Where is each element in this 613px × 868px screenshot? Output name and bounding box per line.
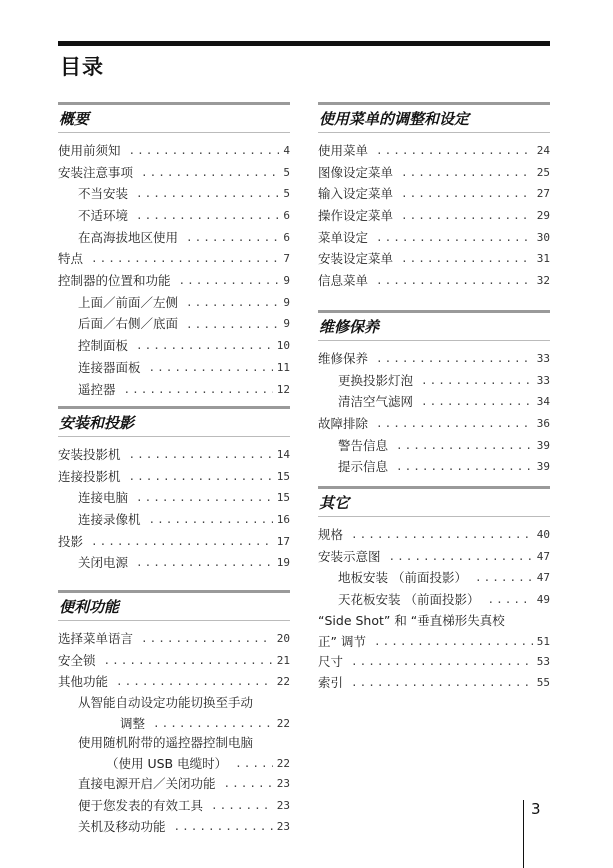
page-number: 3 [531, 800, 541, 818]
page-number-rule [523, 800, 524, 868]
section-underline [58, 620, 290, 621]
leader-dots [211, 795, 273, 817]
leader-dots [401, 183, 533, 205]
toc-entry[interactable]: 投影 ..... 17 [58, 531, 290, 553]
toc-entry[interactable]: 控制器的位置和功能 ..... 9 [58, 270, 290, 292]
section-title: 概要 [59, 110, 90, 128]
toc-subentry[interactable]: 清洁空气滤网 ..... 34 [318, 391, 550, 413]
toc-subentry-multiline[interactable]: 使用随机附带的遥控器控制电脑 （使用 USB 电缆时） ..... 22 [58, 733, 290, 773]
toc-subentry[interactable]: 上面／前面／左侧 ..... 9 [58, 292, 290, 314]
section-title: 安装和投影 [59, 414, 135, 432]
leader-dots [174, 816, 273, 838]
toc-subentry[interactable]: 更换投影灯泡 ..... 33 [318, 370, 550, 392]
toc-subentry[interactable]: 遥控器 ..... 12 [58, 379, 290, 401]
leader-dots [396, 435, 533, 457]
toc-entry[interactable]: 尺寸 ..... 53 [318, 651, 550, 673]
section-install [58, 406, 290, 574]
leader-dots [129, 444, 273, 466]
leader-dots [186, 314, 279, 336]
toc-entry[interactable]: 故障排除 ..... 36 [318, 413, 550, 435]
leader-dots [149, 509, 273, 531]
section-rule [318, 486, 550, 489]
leader-dots [179, 270, 280, 292]
leader-dots [153, 714, 273, 733]
toc-subentry[interactable]: 关机及移动功能 ..... 23 [58, 816, 290, 838]
leader-dots [421, 370, 533, 392]
leader-dots [396, 456, 533, 478]
toc-entry[interactable]: 索引 ..... 55 [318, 672, 550, 694]
leader-dots [141, 162, 279, 184]
toc-entry[interactable]: 安装示意图 ..... 47 [318, 546, 550, 568]
leader-dots [124, 379, 273, 401]
leader-dots [401, 248, 533, 270]
toc-entry[interactable]: 操作设定菜单 ..... 29 [318, 205, 550, 227]
toc-subentry[interactable]: 直接电源开启／关闭功能 ..... 23 [58, 773, 290, 795]
toc-subentry[interactable]: 连接录像机 ..... 16 [58, 509, 290, 531]
toc-subentry[interactable]: 连接器面板 ..... 11 [58, 357, 290, 379]
toc-subentry[interactable]: 地板安装 （前面投影） ..... 47 [318, 567, 550, 589]
leader-dots [376, 413, 533, 435]
toc-entry[interactable]: 选择菜单语言 ..... 20 [58, 628, 290, 650]
leader-dots [351, 524, 533, 546]
toc-subentry[interactable]: 在高海拔地区使用 ..... 6 [58, 227, 290, 249]
leader-dots [351, 651, 533, 673]
toc-subentry[interactable]: 控制面板 ..... 10 [58, 335, 290, 357]
leader-dots [421, 391, 533, 413]
leader-dots [136, 183, 279, 205]
toc-subentry[interactable]: 连接电脑 ..... 15 [58, 487, 290, 509]
toc-entry[interactable]: 特点 ..... 7 [58, 248, 290, 270]
toc-subentry[interactable]: 便于您发表的有效工具 ..... 23 [58, 795, 290, 817]
leader-dots [374, 632, 533, 651]
leader-dots [376, 227, 533, 249]
toc-subentry[interactable]: 警告信息 ..... 39 [318, 435, 550, 457]
toc-subentry[interactable]: 不适环境 ..... 6 [58, 205, 290, 227]
section-maintenance [318, 310, 550, 478]
section-underline [318, 132, 550, 133]
section-rule [58, 590, 290, 593]
section-title: 便利功能 [59, 598, 120, 616]
section-convenience [58, 590, 290, 838]
leader-dots [91, 248, 279, 270]
toc-subentry[interactable]: 提示信息 ..... 39 [318, 456, 550, 478]
section-other [318, 486, 550, 694]
leader-dots [401, 205, 533, 227]
leader-dots [475, 567, 533, 589]
toc-entry[interactable]: 安全锁 ..... 21 [58, 650, 290, 672]
toc-subentry[interactable]: 不当安装 ..... 5 [58, 183, 290, 205]
toc-subentry-multiline[interactable]: 从智能自动设定功能切换至手动 调整 ..... 22 [58, 693, 290, 733]
leader-dots [224, 773, 273, 795]
toc-entry-multiline[interactable]: “Side Shot” 和 “垂直梯形失真校 正” 调节 ..... 51 [318, 611, 550, 651]
toc-entry[interactable]: 安装投影机 ..... 14 [58, 444, 290, 466]
toc-entry[interactable]: 维修保养 ..... 33 [318, 348, 550, 370]
leader-dots [149, 357, 273, 379]
toc-entry[interactable]: 安装设定菜单 ..... 31 [318, 248, 550, 270]
leader-dots [129, 140, 280, 162]
leader-dots [389, 546, 533, 568]
section-title: 维修保养 [319, 318, 380, 336]
toc-entry[interactable]: 信息菜单 ..... 32 [318, 270, 550, 292]
toc-entry[interactable]: 菜单设定 ..... 30 [318, 227, 550, 249]
leader-dots [136, 205, 279, 227]
toc-entry[interactable]: 连接投影机 ..... 15 [58, 466, 290, 488]
leader-dots [401, 162, 533, 184]
leader-dots [376, 140, 533, 162]
leader-dots [91, 531, 273, 553]
leader-dots [235, 754, 273, 773]
leader-dots [104, 650, 273, 672]
toc-entry[interactable]: 输入设定菜单 ..... 27 [318, 183, 550, 205]
toc-entry[interactable]: 其他功能 ..... 22 [58, 671, 290, 693]
section-underline [58, 436, 290, 437]
leader-dots [129, 466, 273, 488]
leader-dots [376, 270, 533, 292]
leader-dots [376, 348, 533, 370]
leader-dots [186, 227, 279, 249]
section-rule [58, 102, 290, 105]
section-underline [318, 516, 550, 517]
section-rule [318, 310, 550, 313]
leader-dots [186, 292, 279, 314]
section-underline [318, 340, 550, 341]
top-rule [58, 41, 550, 46]
section-overview [58, 102, 290, 400]
toc-entry[interactable]: 图像设定菜单 ..... 25 [318, 162, 550, 184]
leader-dots [351, 672, 533, 694]
toc-subentry[interactable]: 关闭电源 ..... 19 [58, 552, 290, 574]
leader-dots [116, 671, 273, 693]
leader-dots [487, 589, 532, 611]
toc-entry[interactable]: 使用前须知 ..... 4 [58, 140, 290, 162]
section-title: 使用菜单的调整和设定 [319, 110, 470, 128]
leader-dots [136, 335, 273, 357]
page-title: 目录 [60, 55, 104, 79]
toc-entry[interactable]: 规格 ..... 40 [318, 524, 550, 546]
section-rule [318, 102, 550, 105]
toc-subentry[interactable]: 后面／右侧／底面 ..... 9 [58, 314, 290, 336]
toc-entry[interactable]: 安装注意事项 ..... 5 [58, 162, 290, 184]
toc-subentry[interactable]: 天花板安装 （前面投影） ..... 49 [318, 589, 550, 611]
toc-entry[interactable]: 使用菜单 ..... 24 [318, 140, 550, 162]
section-underline [58, 132, 290, 133]
section-rule [58, 406, 290, 409]
leader-dots [136, 552, 273, 574]
section-title: 其它 [319, 494, 350, 512]
leader-dots [141, 628, 273, 650]
section-menus [318, 102, 550, 292]
leader-dots [136, 487, 273, 509]
